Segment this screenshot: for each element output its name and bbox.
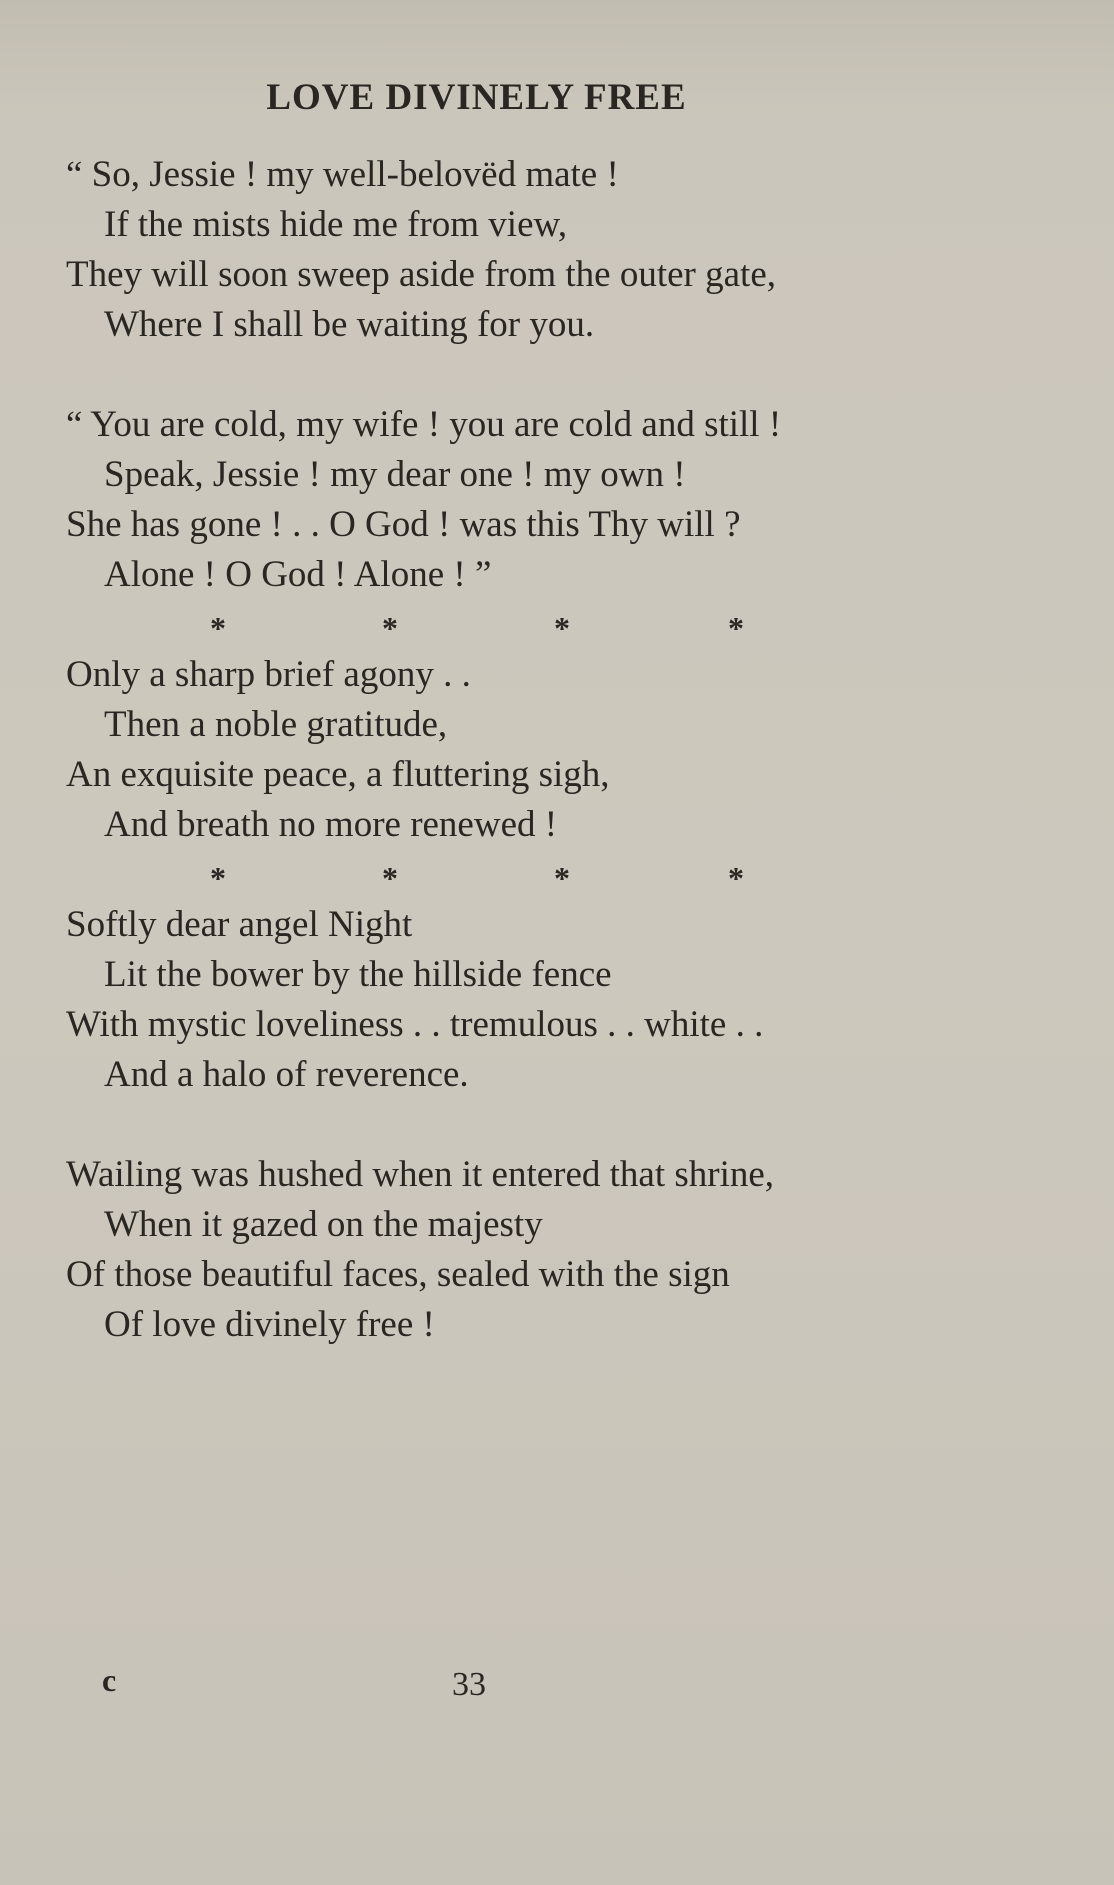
poem-line: Speak, Jessie ! my dear one ! my own ! [104,454,686,495]
stanza-2 [66,400,1066,600]
stanza-5 [66,1150,1066,1350]
poem-line: Where I shall be waiting for you. [104,304,595,345]
page-number: 33 [452,1666,486,1703]
poem-line: “ You are cold, my wife ! you are cold and still ! [66,404,782,445]
poem-line: Only a sharp brief agony . . [66,654,471,695]
poem-line: Softly dear angel Night [66,904,413,945]
asterisk-mark: * [382,610,398,646]
signature-mark: c [102,1662,117,1698]
poem-line: Of those beautiful faces, sealed with the sign [66,1254,730,1295]
asterisk-mark: * [382,860,398,896]
page-title: LOVE DIVINELY FREE [266,77,687,118]
poem-line: If the mists hide me from view, [104,204,568,245]
stanza-gap [66,350,1066,400]
stanza-gap [66,1100,1066,1150]
poem-line: An exquisite peace, a fluttering sigh, [66,754,610,795]
asterisk-mark: * [728,610,744,646]
poem-line: She has gone ! . . O God ! was this Thy will ? [66,504,741,545]
section-separator [66,850,1066,900]
poem-line: Then a noble gratitude, [104,704,448,745]
poem-line: With mystic loveliness . . tremulous . . white . . [66,1004,764,1045]
asterisk-mark: * [210,610,226,646]
stanza-1 [66,150,1066,350]
poem-line: Lit the bower by the hillside fence [104,954,612,995]
asterisk-mark: * [554,610,570,646]
poem-line: Of love divinely free ! [104,1304,435,1345]
poem-line: They will soon sweep aside from the outer gate, [66,254,776,295]
asterisk-mark: * [210,860,226,896]
section-separator [66,600,1066,650]
poem-line: When it gazed on the majesty [104,1204,543,1245]
asterisk-mark: * [728,860,744,896]
stanza-3 [66,650,1066,850]
poem-line: Wailing was hushed when it entered that shrine, [66,1154,775,1195]
poem-line: Alone ! O God ! Alone ! ” [104,554,492,595]
poem-line: And a halo of reverence. [104,1054,469,1095]
asterisk-mark: * [554,860,570,896]
stanza-4 [66,900,1066,1100]
poem-line: “ So, Jessie ! my well-belovëd mate ! [66,154,619,195]
poem-body [66,150,1066,1350]
poem-line: And breath no more renewed ! [104,804,558,845]
